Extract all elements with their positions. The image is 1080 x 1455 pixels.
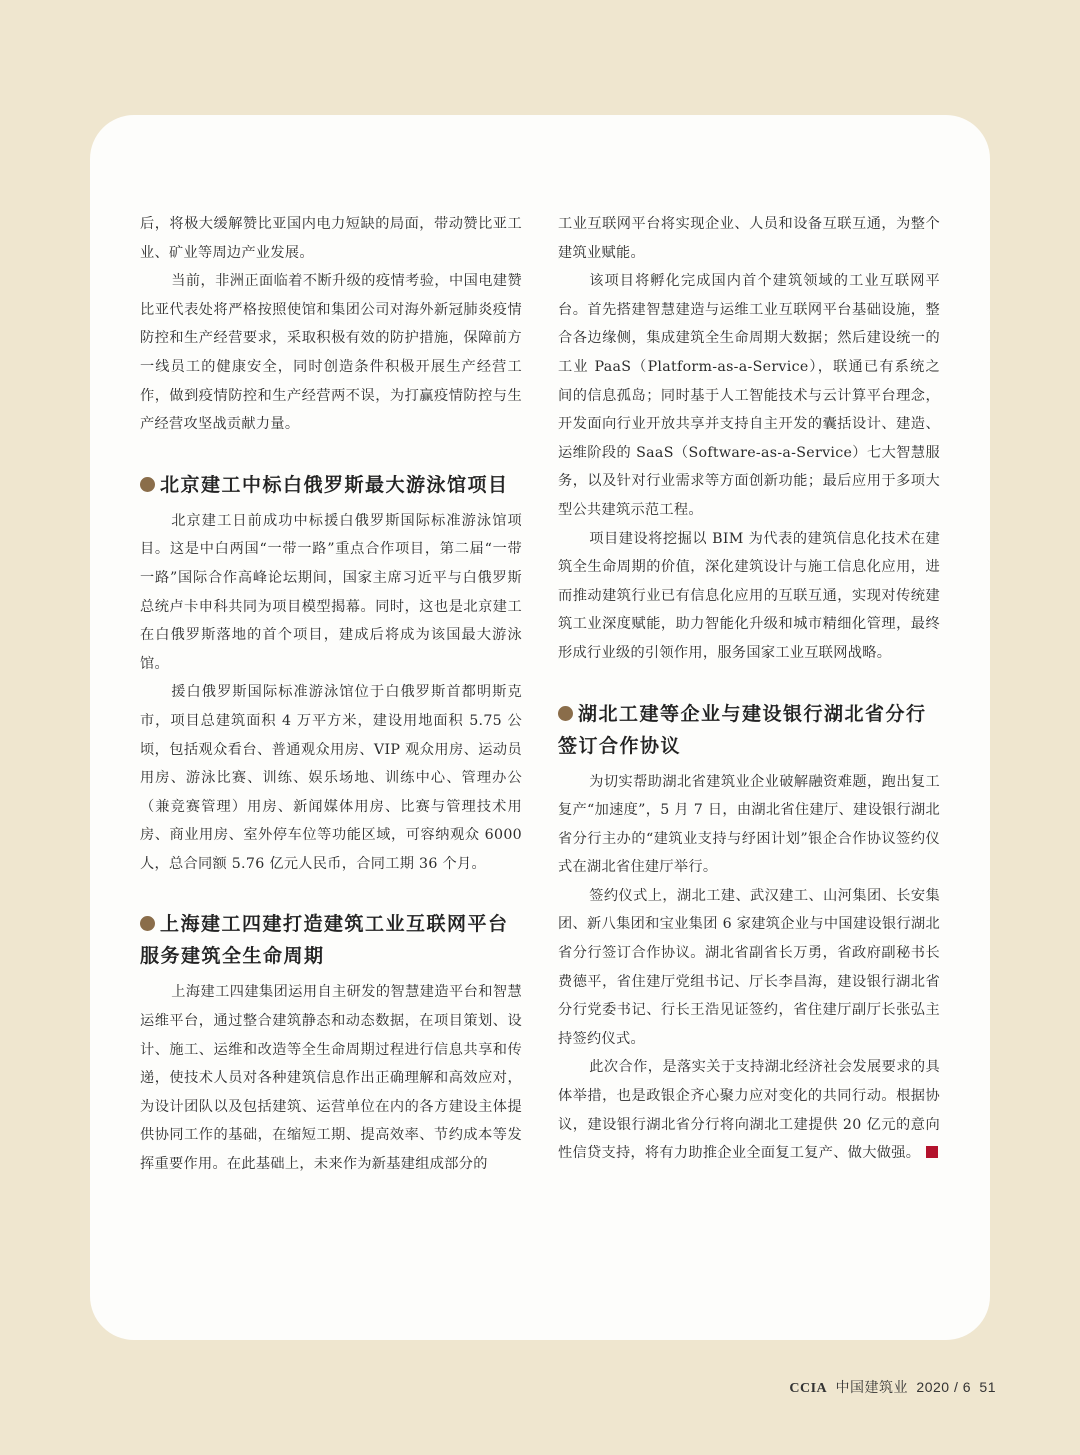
footer-magazine: 中国建筑业: [835, 1379, 909, 1395]
right-column: [558, 210, 940, 1168]
footer-issue: 2020 / 6: [916, 1379, 972, 1395]
paragraph: 北京建工日前成功中标援白俄罗斯国际标准游泳馆项目。这是中白两国“一带一路”重点合作项目，第二届“一带一路”国际合作高峰论坛期间，国家主席习近平与白俄罗斯总统卢卡申科共同为项目模型揭幕。同时，这也是北京建工在白俄罗斯落地的首个项目，建成后将成为该国最大游泳馆。: [140, 512, 522, 672]
paragraph: 为切实帮助湖北省建筑业企业破解融资难题，跑出复工复产“加速度”，5 月 7 日，由湖北省住建厅、建设银行湖北省分行主办的“建筑业支持与纾困计划”银企合作协议签约仪式在湖北省住建厅举行。: [558, 773, 940, 876]
paragraph: 上海建工四建集团运用自主研发的智慧建造平台和智慧运维平台，通过整合建筑静态和动态数据，在项目策划、设计、施工、运维和改造等全生命周期过程进行信息共享和传递，使技术人员对各种建筑信息作出正确理解和高效应对，为设计团队以及包括建筑、运营单位在内的各方建设主体提供协同工作的基础，在缩短工期、提高效率、节约成本等发挥重要作用。在此基础上，未来作为新基建组成部分的: [140, 984, 522, 1173]
paragraph: 项目建设将挖掘以 BIM 为代表的建筑信息化技术在建筑全生命周期的价值，深化建筑设计与施工信息化应用，进而推动建筑行业已有信息化应用的互联互通，实现对传统建筑工业深度赋能，助力智能化升级和城市精细化管理，最终形成行业级的引领作用，服务国家工业互联网战略。: [558, 530, 940, 661]
paragraph: 后，将极大缓解赞比亚国内电力短缺的局面，带动赞比亚工业、矿业等周边产业发展。: [140, 216, 522, 261]
section-heading-text: 湖北工建等企业与建设银行湖北省分行签订合作协议: [558, 702, 927, 757]
section-heading: [140, 469, 522, 501]
section-heading-text: 上海建工四建打造建筑工业互联网平台服务建筑全生命周期: [140, 913, 509, 968]
paragraph: 工业互联网平台将实现企业、人员和设备互联互通，为整个建筑业赋能。: [558, 216, 940, 261]
paragraph: 签约仪式上，湖北工建、武汉建工、山河集团、长安集团、新八集团和宝业集团 6 家建筑企业与中国建设银行湖北省分行签订合作协议。湖北省副省长万勇，省政府副秘书长费德平，省住建厅党组书记、厅长李昌海，建设银行湖北省分行党委书记、行长王浩见证签约，省住建厅副厅长张弘主持签约仪式。: [558, 887, 940, 1047]
paragraph: 援白俄罗斯国际标准游泳馆位于白俄罗斯首都明斯克市，项目总建筑面积 4 万平方米，建设用地面积 5.75 公顷，包括观众看台、普通观众用房、VIP 观众用房、运动员用房、游泳比赛、训练、娱乐场地、训练中心、管理办公（兼竞赛管理）用房、新闻媒体用房、比赛与管理技术用房、商业用房、室外停车位等功能区域，可容纳观众 6000 人，总合同额 5.76 亿元人民币，合同工期 36 个月。: [140, 684, 522, 872]
section-heading-text: 北京建工中标白俄罗斯最大游泳馆项目: [160, 473, 509, 496]
paragraph-last: [558, 1053, 940, 1167]
paragraph: 当前，非洲正面临着不断升级的疫情考验，中国电建赞比亚代表处将严格按照使馆和集团公司对海外新冠肺炎疫情防控和生产经营要求，采取积极有效的防护措施，保障前方一线员工的健康安全，同时创造条件积极开展生产经营工作，做到疫情防控和生产经营两不误，为打赢疫情防控与生产经营攻坚战贡献力量。: [140, 273, 522, 433]
section-heading: [140, 908, 522, 972]
page-number: 51: [979, 1379, 996, 1395]
section-heading: [558, 698, 940, 762]
paragraph: 该项目将孵化完成国内首个建筑领域的工业互联网平台。首先搭建智慧建造与运维工业互联网平台基础设施，整合各边缘侧，集成建筑全生命周期大数据；然后建设统一的工业 PaaS（Platform-as-a-Service），联通已有系统之间的信息孤岛；同时基于人工智能技术与云计算平台理念，开发面向行业开放共享并支持自主开发的囊括设计、建造、运维阶段的 SaaS（Software-as-a-Service）七大智慧服务，以及针对行业需求等方面创新功能；最后应用于多项大型公共建筑示范工程。: [558, 273, 940, 518]
left-column: [140, 210, 522, 1179]
bullet-dot-icon: [140, 477, 155, 492]
paragraph-text: 此次合作，是落实关于支持湖北经济社会发展要求的具体举措，也是政银企齐心聚力应对变化的共同行动。根据协议，建设银行湖北省分行将向湖北工建提供 20 亿元的意向性信贷支持，将有力助推企业全面复工复产、做大做强。: [558, 1059, 940, 1162]
bullet-dot-icon: [140, 916, 155, 931]
footer-brand: CCIA: [789, 1381, 828, 1396]
page-footer: [789, 1377, 1000, 1397]
bullet-dot-icon: [558, 706, 573, 721]
end-of-article-icon: [926, 1146, 938, 1158]
